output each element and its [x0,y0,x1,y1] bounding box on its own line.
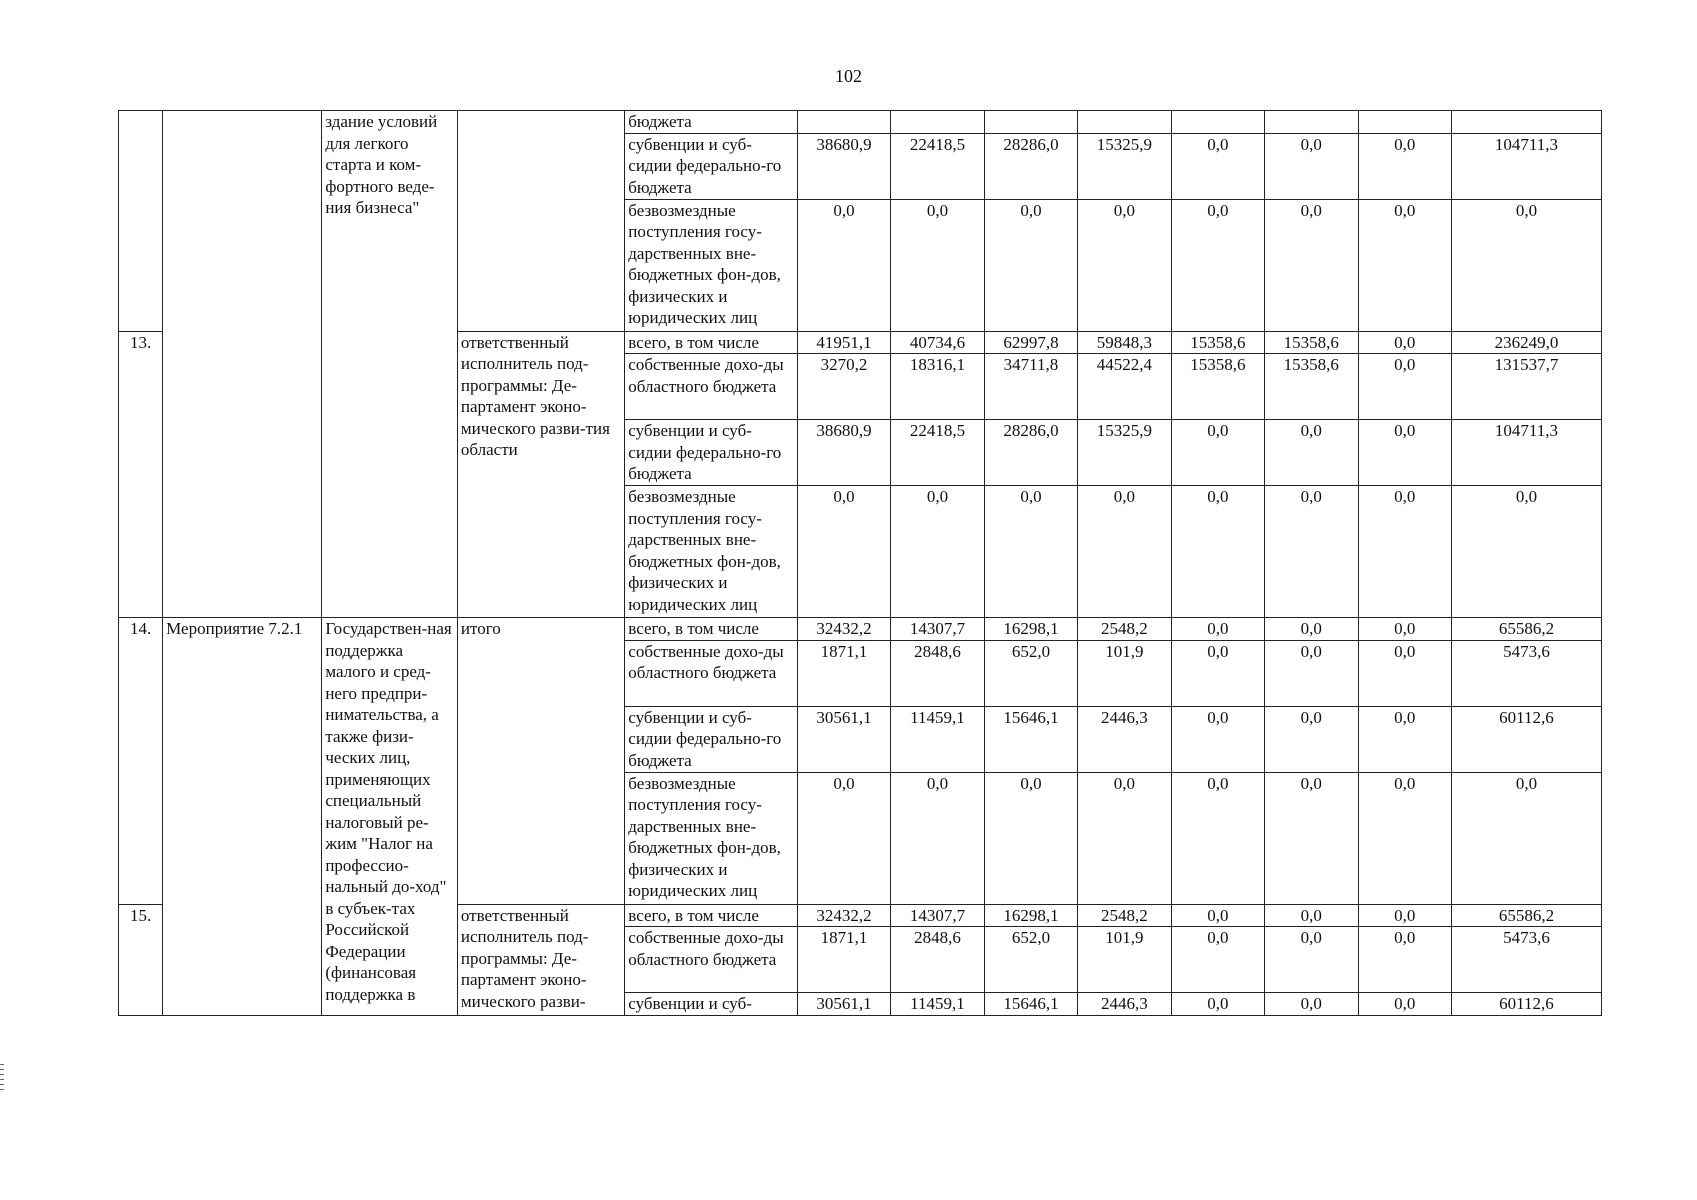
total-value-cell: 60112,6 [1451,993,1601,1016]
value-cell: 0,0 [1171,618,1264,641]
value-cell: 59848,3 [1078,331,1171,354]
funding-source-cell: бюджета [625,111,798,134]
value-cell: 652,0 [984,927,1077,993]
value-cell: 2446,3 [1078,706,1171,772]
value-cell: 15325,9 [1078,420,1171,486]
value-cell: 0,0 [1265,993,1358,1016]
executor-cell [457,111,624,332]
value-cell [891,111,984,134]
value-cell: 101,9 [1078,927,1171,993]
funding-source-cell: всего, в том числе [625,904,798,927]
value-cell: 0,0 [797,486,890,618]
value-cell: 0,0 [1078,199,1171,331]
description-cell: здание условий для легкого старта и ком-фортного веде-ния бизнеса" [322,111,458,618]
value-cell: 32432,2 [797,904,890,927]
row-number-cell [119,111,163,332]
value-cell [1171,111,1264,134]
total-value-cell [1451,111,1601,134]
value-cell: 0,0 [1265,927,1358,993]
executor-cell: ответственный исполнитель под-программы: Де-партамент эконо-мического разви- [457,904,624,1015]
value-cell: 40734,6 [891,331,984,354]
value-cell: 15358,6 [1265,331,1358,354]
value-cell: 15358,6 [1171,331,1264,354]
funding-source-cell: безвозмездные поступления госу-дарственных вне-бюджетных фон-дов, физических и юридических лиц [625,772,798,904]
description-cell: Государствен-ная поддержка малого и сред-него предпри-нимательства, а также физи-ческих лиц, применяющих специальный налоговый ре-жим "Налог на профессио-нальный до-ход" в субъек-тах Российской Федерации (финансовая поддержка в [322,618,458,1016]
value-cell: 14307,7 [891,618,984,641]
value-cell: 16298,1 [984,618,1077,641]
value-cell: 101,9 [1078,640,1171,706]
value-cell: 0,0 [1265,640,1358,706]
value-cell: 0,0 [1358,331,1451,354]
value-cell: 15358,6 [1265,354,1358,420]
executor-cell: ответственный исполнитель под-программы: Де-партамент эконо-мического разви-тия области [457,331,624,618]
value-cell: 0,0 [1358,420,1451,486]
funding-source-cell: субвенции и суб-сидии федерально-го бюджета [625,706,798,772]
value-cell: 2548,2 [1078,618,1171,641]
value-cell: 0,0 [1171,927,1264,993]
total-value-cell: 104711,3 [1451,420,1601,486]
funding-source-cell: безвозмездные поступления госу-дарственных вне-бюджетных фон-дов, физических и юридических лиц [625,486,798,618]
funding-source-cell: всего, в том числе [625,618,798,641]
funding-source-cell: безвозмездные поступления госу-дарственных вне-бюджетных фон-дов, физических и юридических лиц [625,199,798,331]
value-cell: 652,0 [984,640,1077,706]
value-cell: 0,0 [1358,772,1451,904]
value-cell: 62997,8 [984,331,1077,354]
value-cell: 0,0 [1358,133,1451,199]
total-value-cell: 236249,0 [1451,331,1601,354]
total-value-cell: 65586,2 [1451,618,1601,641]
scan-margin-marks [0,1064,4,1094]
value-cell: 0,0 [1358,618,1451,641]
value-cell: 0,0 [1265,618,1358,641]
value-cell: 0,0 [891,772,984,904]
total-value-cell: 60112,6 [1451,706,1601,772]
value-cell: 34711,8 [984,354,1077,420]
value-cell: 2446,3 [1078,993,1171,1016]
value-cell: 0,0 [1265,420,1358,486]
value-cell: 0,0 [1171,486,1264,618]
value-cell: 11459,1 [891,993,984,1016]
funding-source-cell: собственные дохо-ды областного бюджета [625,640,798,706]
page-number: 102 [835,66,862,86]
funding-source-cell: собственные дохо-ды областного бюджета [625,927,798,993]
value-cell: 0,0 [1171,420,1264,486]
table-row [119,618,1602,641]
total-value-cell: 5473,6 [1451,927,1601,993]
value-cell [984,111,1077,134]
event-name-cell [163,111,322,618]
funding-source-cell: субвенции и суб- [625,993,798,1016]
value-cell: 18316,1 [891,354,984,420]
value-cell: 41951,1 [797,331,890,354]
row-number-cell: 14. [119,618,163,905]
value-cell: 0,0 [1265,904,1358,927]
value-cell: 0,0 [1171,993,1264,1016]
value-cell: 0,0 [1265,133,1358,199]
funding-source-cell: субвенции и суб-сидии федерально-го бюджета [625,133,798,199]
row-number-cell: 15. [119,904,163,1015]
total-value-cell: 65586,2 [1451,904,1601,927]
value-cell: 22418,5 [891,133,984,199]
value-cell: 0,0 [984,772,1077,904]
value-cell: 0,0 [1358,640,1451,706]
value-cell: 44522,4 [1078,354,1171,420]
table-row [119,111,1602,134]
row-number-cell: 13. [119,331,163,618]
funding-source-cell: собственные дохо-ды областного бюджета [625,354,798,420]
value-cell: 2848,6 [891,640,984,706]
value-cell: 3270,2 [797,354,890,420]
value-cell: 30561,1 [797,993,890,1016]
value-cell: 0,0 [891,199,984,331]
value-cell: 15646,1 [984,706,1077,772]
value-cell: 38680,9 [797,420,890,486]
value-cell [1078,111,1171,134]
value-cell: 0,0 [1078,772,1171,904]
value-cell [1265,111,1358,134]
value-cell: 15358,6 [1171,354,1264,420]
value-cell: 0,0 [1358,706,1451,772]
value-cell: 22418,5 [891,420,984,486]
value-cell: 28286,0 [984,420,1077,486]
value-cell: 0,0 [1358,354,1451,420]
funding-source-cell: всего, в том числе [625,331,798,354]
total-value-cell: 131537,7 [1451,354,1601,420]
value-cell: 0,0 [1265,199,1358,331]
value-cell: 0,0 [797,199,890,331]
total-value-cell: 0,0 [1451,199,1601,331]
value-cell: 0,0 [1358,199,1451,331]
event-name-cell: Мероприятие 7.2.1 [163,618,322,1016]
value-cell: 0,0 [1171,706,1264,772]
value-cell: 38680,9 [797,133,890,199]
value-cell: 32432,2 [797,618,890,641]
value-cell: 0,0 [1358,927,1451,993]
value-cell: 14307,7 [891,904,984,927]
value-cell: 16298,1 [984,904,1077,927]
executor-cell: итого [457,618,624,905]
value-cell: 0,0 [1358,486,1451,618]
funding-source-cell: субвенции и суб-сидии федерально-го бюджета [625,420,798,486]
value-cell: 0,0 [891,486,984,618]
value-cell: 15325,9 [1078,133,1171,199]
value-cell: 1871,1 [797,640,890,706]
value-cell: 0,0 [1171,199,1264,331]
value-cell [797,111,890,134]
value-cell: 0,0 [1358,993,1451,1016]
budget-table [118,110,1602,1016]
value-cell: 11459,1 [891,706,984,772]
value-cell: 0,0 [984,199,1077,331]
value-cell: 28286,0 [984,133,1077,199]
value-cell: 1871,1 [797,927,890,993]
value-cell: 0,0 [1265,706,1358,772]
value-cell: 0,0 [1265,486,1358,618]
value-cell: 0,0 [1171,133,1264,199]
value-cell: 0,0 [1171,904,1264,927]
value-cell: 15646,1 [984,993,1077,1016]
value-cell: 0,0 [1171,772,1264,904]
total-value-cell: 0,0 [1451,486,1601,618]
value-cell: 0,0 [1358,904,1451,927]
total-value-cell: 104711,3 [1451,133,1601,199]
value-cell [1358,111,1451,134]
value-cell: 2848,6 [891,927,984,993]
value-cell: 2548,2 [1078,904,1171,927]
value-cell: 0,0 [984,486,1077,618]
value-cell: 0,0 [1265,772,1358,904]
total-value-cell: 0,0 [1451,772,1601,904]
value-cell: 0,0 [1078,486,1171,618]
value-cell: 0,0 [797,772,890,904]
value-cell: 0,0 [1171,640,1264,706]
value-cell: 30561,1 [797,706,890,772]
total-value-cell: 5473,6 [1451,640,1601,706]
